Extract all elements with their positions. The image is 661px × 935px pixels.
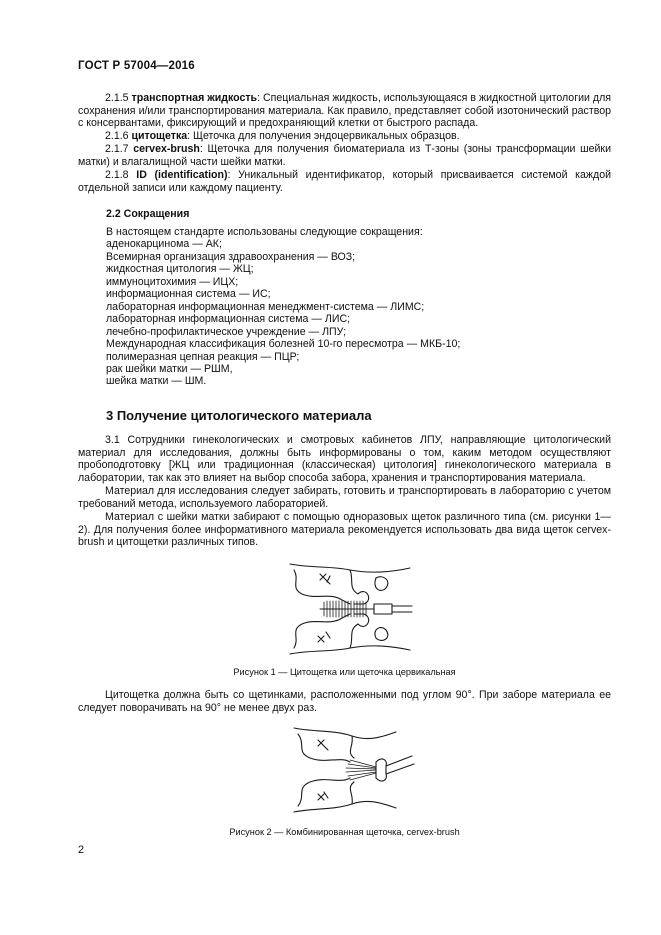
figure-2-cervex-brush-illustration <box>288 722 418 818</box>
definition-2-1-6 <box>78 130 611 143</box>
abbreviations-heading: 2.2 Сокращения <box>106 208 190 220</box>
definition-2-1-7 <box>78 143 611 168</box>
definition-term: цитощетка <box>131 130 188 142</box>
definition-text: : Щеточка для получения биоматериала из Т-зоны (зоны трансформации шейки матки) и влагалищной части шейки матки. <box>78 143 611 168</box>
figure-1-cytobrush-illustration <box>280 560 420 658</box>
paragraph-after-figure-1: Цитощетка должна быть со щетинками, расположенными под углом 90°. При заборе материала ее следует поворачивать на 90° не менее двух раз. <box>78 689 611 714</box>
section-3-paragraph-2: Материал для исследования следует забирать, готовить и транспортировать в лабораторию с учетом требований метода, используемого лабораторией. <box>78 485 611 510</box>
list-item: полимеразная цепная реакция — ПЦР; <box>106 350 300 363</box>
list-item: шейка матки — ШМ. <box>106 375 207 388</box>
abbreviations-intro: В настоящем стандарте использованы следующие сокращения: <box>106 226 423 238</box>
list-item: Всемирная организация здравоохранения — ВОЗ; <box>106 250 356 263</box>
definition-text: : Специальная жидкость, использующаяся в жидкостной цитологии для сохранения и/или транспортирования материала. Как правило, представляет собой изотонический раствор с консервантами, фиксирующий и предохраняющий клетки от быстрого распада. <box>78 92 611 130</box>
cervex-brush-bristles-icon <box>346 760 376 780</box>
section-3-paragraph-1: 3.1 Сотрудники гинекологических и смотровых кабинетов ЛПУ, направляющие цитологический материал для исследования, должны быть информированы о том, каким методом осуществляют пробоподготовку [ЖЦ или традиционная (классическая) цитология] гинекологического материала в лаборатории, так как это влияет на выбор способа забора, хранения и транспортирования материала. <box>78 434 611 484</box>
list-item: информационная система — ИС; <box>106 288 271 301</box>
section-3-heading: 3 Получение цитологического материала <box>106 408 372 423</box>
figure-2-caption: Рисунок 2 — Комбинированная щеточка, cervex-brush <box>229 827 460 837</box>
definition-2-1-5 <box>78 92 611 130</box>
list-item: Международная классификация болезней 10-го пересмотра — МКБ-10; <box>106 338 461 351</box>
page-number: 2 <box>78 844 85 856</box>
abbreviations-list <box>106 226 606 388</box>
definition-number: 2.1.8 <box>105 169 129 181</box>
brush-bristles-icon <box>320 601 374 617</box>
document-code-header: ГОСТ Р 57004—2016 <box>78 60 195 72</box>
definition-text: : Щеточка для получения эндоцервикальных образцов. <box>187 130 460 142</box>
list-item: лабораторная информационная менеджмент-система — ЛИМС; <box>106 300 425 313</box>
definition-term: транспортная жидкость <box>131 92 258 104</box>
list-item: лечебно-профилактическое учреждение — ЛПУ; <box>106 325 347 338</box>
definition-text: : Уникальный идентификатор, который присваивается системой каждой отдельной записи или каждому пациенту. <box>78 169 611 194</box>
definition-number: 2.1.7 <box>105 143 129 155</box>
list-item: иммуноцитохимия — ИЦХ; <box>106 275 239 288</box>
figure-1-caption: Рисунок 1 — Цитощетка или щеточка цервикальная <box>233 667 456 677</box>
list-item: жидкостная цитология — ЖЦ; <box>106 263 254 276</box>
definition-term: ID (identification) <box>136 169 228 181</box>
list-item: рак шейки матки — РШМ, <box>106 362 233 375</box>
definition-number: 2.1.5 <box>105 92 129 104</box>
list-item: лабораторная информационная система — ЛИС; <box>106 313 351 326</box>
list-item: аденокарцинома — АК; <box>106 238 222 251</box>
definition-term: cervex-brush <box>133 143 200 155</box>
definition-number: 2.1.6 <box>105 130 129 142</box>
section-3-paragraph-3: Материал с шейки матки забирают с помощью одноразовых щеток различного типа (см. рисунки 1—2). Для получения более информативного материала рекомендуется использовать два вида щеток cervex-brush и цитощетки различных типов. <box>78 511 611 549</box>
definition-2-1-8 <box>78 169 611 194</box>
